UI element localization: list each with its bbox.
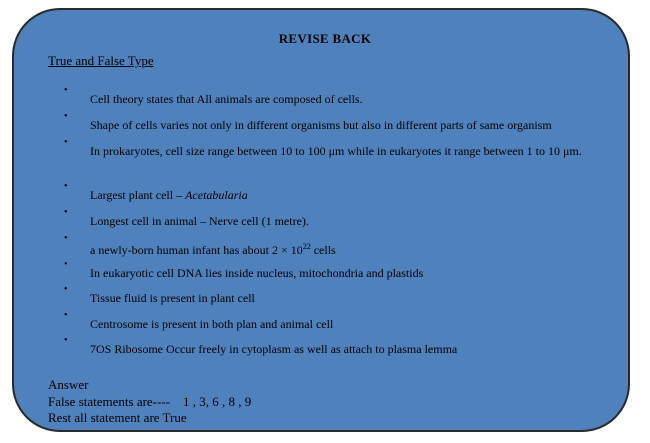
bullet-icon: • (64, 284, 68, 295)
section-title: True and False Type (48, 53, 154, 68)
statement-text: In prokaryotes, cell size range between 10 to 100 μm while in eukaryotes it range between 1 to 10 μm. (90, 144, 582, 158)
statement-prefix: Largest plant cell – (90, 188, 186, 202)
statement-text (90, 236, 610, 261)
answer-block (48, 377, 251, 427)
bullet-icon: • (64, 137, 68, 148)
statement-italic-term: Acetabularia (185, 188, 248, 202)
statement-text: Tissue fluid is present in plant cell (90, 291, 255, 305)
statement-suffix: cells (310, 243, 336, 257)
statement-superscript: 22 (302, 242, 311, 251)
statement-text: Centrosome is present in both plan and animal cell (90, 317, 334, 331)
statement-text (90, 184, 610, 206)
bullet-icon: • (64, 335, 68, 346)
bullet-icon: • (64, 111, 68, 122)
bullet-icon: • (64, 181, 68, 192)
bullet-icon: • (64, 207, 68, 218)
answer-false-statements: False statements are---- 1 , 3, 6 , 8 , 9 (48, 393, 252, 409)
bullet-icon: • (64, 259, 68, 270)
card-title: REVISE BACK (278, 31, 372, 46)
bullet-icon: • (64, 310, 68, 321)
statement-text: Shape of cells varies not only in different organisms but also in different parts of same organism (90, 118, 552, 132)
bullet-icon: • (64, 85, 68, 96)
statement-text: In eukaryotic cell DNA lies inside nucleus, mitochondria and plastids (90, 266, 424, 280)
statement-text: Longest cell in animal – Nerve cell (1 metre). (90, 214, 309, 228)
statement-text: 7OS Ribosome Occur freely in cytoplasm as well as attach to plasma lemma (90, 342, 458, 356)
statement-prefix: a newly-born human infant has about 2 × 10 (90, 243, 303, 257)
bullet-icon: • (64, 233, 68, 244)
answer-rest-true: Rest all statement are True (48, 410, 187, 425)
statement-text: Cell theory states that All animals are composed of cells. (90, 92, 363, 106)
answer-heading: Answer (48, 377, 89, 392)
